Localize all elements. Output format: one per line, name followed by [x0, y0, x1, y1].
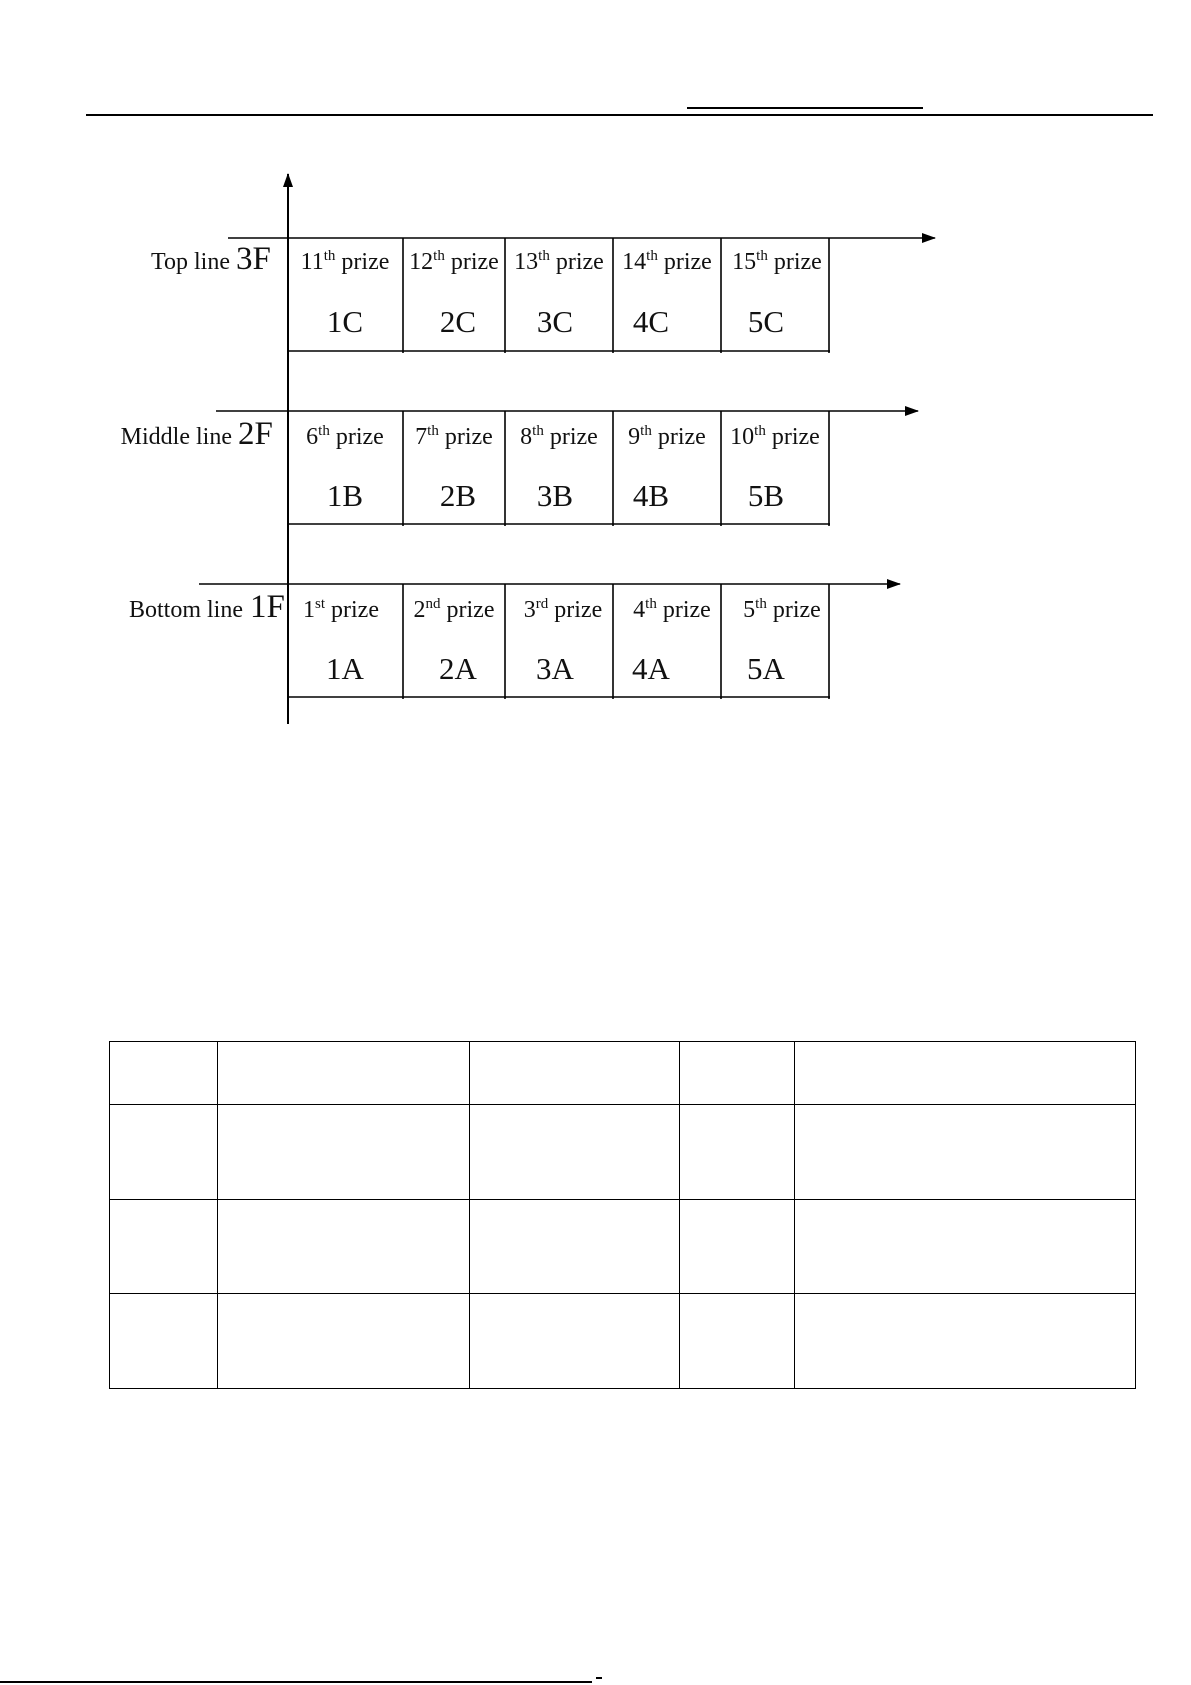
table-cell	[470, 1105, 680, 1200]
row-label-bottom: Bottom line	[129, 597, 243, 623]
prize-label: 9th prize	[628, 423, 706, 450]
table-cell	[110, 1200, 218, 1294]
table-cell	[680, 1105, 795, 1200]
table-cell	[110, 1294, 218, 1389]
table-cell	[680, 1042, 795, 1105]
prize-code: 5A	[747, 651, 785, 686]
row-label-middle: Middle line	[120, 424, 232, 450]
table-cell	[218, 1042, 470, 1105]
prize-code: 1B	[326, 478, 364, 513]
prize-code: 5B	[747, 478, 785, 513]
prize-code: 4B	[632, 478, 670, 513]
table-row	[110, 1200, 1136, 1294]
table-cell	[470, 1042, 680, 1105]
prize-label: 15th prize	[732, 248, 822, 275]
footer-rule	[0, 1681, 592, 1683]
footer-rule-tick	[596, 1677, 602, 1679]
table-row	[110, 1105, 1136, 1200]
table-row	[110, 1294, 1136, 1389]
prize-code: 3A	[536, 651, 574, 686]
prize-label: 7th prize	[415, 423, 493, 450]
row-label-top: Top line	[151, 249, 230, 275]
blank-table	[109, 1041, 1136, 1389]
prize-code: 1A	[326, 651, 364, 686]
prize-label: 3rd prize	[523, 596, 603, 623]
prize-label: 13th prize	[514, 248, 604, 275]
prize-label: 1st prize	[303, 596, 379, 623]
floor-tag-bottom: 1F	[250, 589, 285, 625]
prize-label: 12th prize	[409, 248, 499, 275]
prize-label: 4th prize	[633, 596, 711, 623]
table-cell	[470, 1200, 680, 1294]
prize-label: 8th prize	[520, 423, 598, 450]
prize-code: 2B	[439, 478, 477, 513]
prize-layout-diagram	[0, 0, 1191, 760]
prize-code: 1C	[326, 304, 364, 339]
table-cell	[218, 1294, 470, 1389]
table-cell	[795, 1294, 1136, 1389]
prize-label: 14th prize	[622, 248, 712, 275]
prize-label: 5th prize	[743, 596, 821, 623]
table-cell	[218, 1105, 470, 1200]
table-cell	[110, 1042, 218, 1105]
prize-label: 2nd prize	[413, 596, 495, 623]
prize-code: 4C	[632, 304, 670, 339]
table-cell	[795, 1200, 1136, 1294]
prize-code: 3C	[536, 304, 574, 339]
table-row	[110, 1042, 1136, 1105]
middle-row-cells	[306, 423, 820, 513]
table-cell	[110, 1105, 218, 1200]
floor-tag-middle: 2F	[238, 416, 273, 452]
prize-label: 10th prize	[730, 423, 820, 450]
prize-code: 2C	[439, 304, 477, 339]
table-cell	[218, 1200, 470, 1294]
prize-code: 3B	[536, 478, 574, 513]
table-cell	[680, 1200, 795, 1294]
bottom-row-cells	[303, 596, 821, 686]
prize-code: 2A	[439, 651, 477, 686]
prize-code: 5C	[747, 304, 785, 339]
table-cell	[795, 1042, 1136, 1105]
table-cell	[470, 1294, 680, 1389]
top-row-cells	[301, 248, 822, 339]
prize-label: 11th prize	[300, 248, 390, 275]
table-cell	[795, 1105, 1136, 1200]
prize-code: 4A	[632, 651, 670, 686]
table-cell	[680, 1294, 795, 1389]
floor-tag-top: 3F	[236, 241, 271, 277]
prize-label: 6th prize	[306, 423, 384, 450]
